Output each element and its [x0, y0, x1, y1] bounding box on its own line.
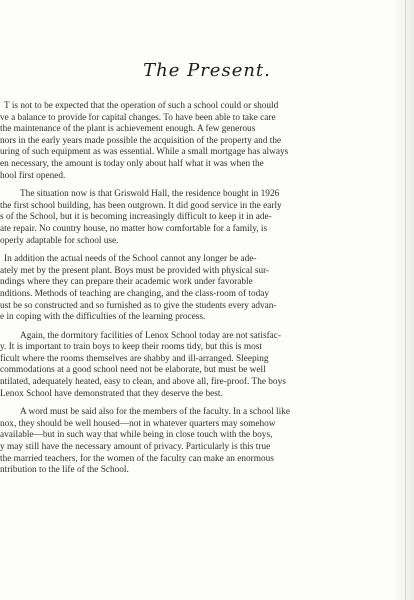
text-line: the maintenance of the plant is achievement enough. A few generous	[0, 124, 256, 135]
paragraph	[0, 189, 400, 247]
text-line: A word must be said also for the members of the faculty. In a school like	[20, 407, 290, 418]
text-line: nox, they should be well housed—not in whatever quarters may somehow	[0, 418, 276, 429]
text-line: ately met by the present plant. Boys must be provided with physical sur-	[0, 265, 270, 276]
paragraph-gap	[0, 247, 400, 254]
paragraph	[0, 407, 400, 477]
text-line: ntribution to the life of the School.	[0, 465, 129, 476]
text-line: y. It is important to train boys to keep their rooms tidy, but this is most	[0, 342, 262, 353]
text-line: en necessary, the amount is today only about half what it was when the	[0, 158, 264, 169]
text-line: nors in the early years made possible the acquisition of the property and the	[0, 135, 282, 146]
body-text	[0, 101, 400, 477]
text-line: In addition the actual needs of the School cannot any longer be ade-	[4, 254, 257, 265]
paragraph-gap	[0, 182, 400, 189]
text-line: commodations at a good school need not be elaborate, but must be well	[0, 365, 266, 376]
text-line: ate repair. No country house, no matter how comfortable for a family, is	[0, 223, 268, 234]
text-line: the first school building, has been outgrown. It did good service in the early	[0, 200, 282, 211]
text-line: s of the School, but it is becoming increasingly difficult to keep it in ade-	[0, 212, 272, 223]
text-line: y may still have the necessary amount of privacy. Particularly is this true	[0, 442, 271, 453]
text-line: e in coping with the difficulties of the learning process.	[0, 312, 206, 323]
text-line: nditions. Methods of teaching are changing, and the class-room of today	[0, 288, 270, 299]
text-line: uring of such equipment as was essential. While a small mortgage has always	[0, 147, 289, 158]
paragraph	[0, 254, 400, 324]
text-line: Again, the dormitory facilities of Lenox School today are not satisfac-	[20, 330, 282, 341]
text-line: ndings where they can prepare their academic work under favorable	[0, 277, 253, 288]
text-line: hool first opened.	[0, 170, 66, 181]
paragraph	[0, 101, 400, 182]
text-line: The situation now is that Griswold Hall, the residence bought in 1926	[20, 189, 280, 200]
paragraph-container	[0, 101, 400, 477]
page-title: The Present.	[143, 60, 271, 81]
text-line: ust be so constructed and so furnished as to give the students every advan-	[0, 300, 277, 311]
text-line: Lenox School have demonstrated that they deserve the best.	[0, 388, 223, 399]
paragraph-gap	[0, 400, 400, 407]
text-line: ficult where the rooms themselves are shabby and ill-arranged. Sleeping	[0, 353, 269, 364]
text-line: T is not to be expected that the operation of such a school could or should	[4, 101, 279, 111]
text-line: operly adaptable for school use.	[0, 235, 119, 246]
text-line: available—but in such way that while being in close touch with the boys,	[0, 430, 273, 441]
text-line: ntilated, adequately heated, easy to clean, and above all, fire-proof. The boys	[0, 377, 286, 388]
page-edge-line	[405, 0, 406, 600]
text-line: ve a balance to provide for capital changes. To have been able to take care	[0, 112, 276, 123]
paragraph-gap	[0, 324, 400, 331]
paragraph	[0, 331, 400, 401]
text-line: the married teachers, for the women of the faculty can make an enormous	[0, 453, 274, 464]
